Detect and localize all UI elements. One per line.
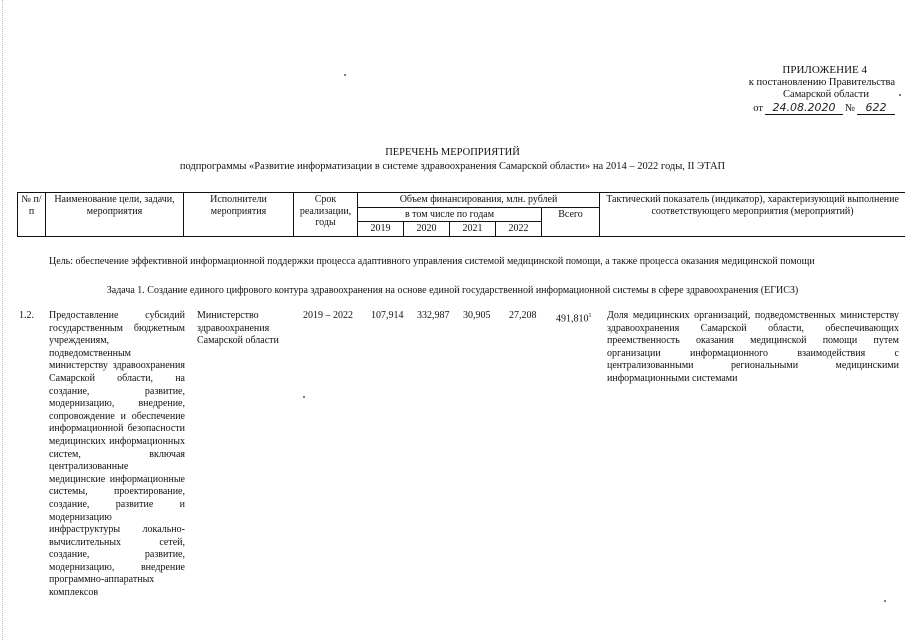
- header-year: 2019: [358, 222, 404, 237]
- scan-speck: [303, 396, 305, 398]
- header-year: 2020: [404, 222, 450, 237]
- header-by-years: в том числе по годам: [358, 207, 542, 222]
- appendix-block: [680, 64, 895, 115]
- row-value-2020: 332,987: [417, 310, 450, 321]
- header-name: Наименование цели, задачи, мероприятия: [46, 193, 184, 237]
- header-indicator: Тактический показатель (индикатор), характеризующий выполнение соответствующего мероприятия (мероприятий): [600, 193, 905, 237]
- row-executor: Министерство здравоохранения Самарской области: [197, 310, 279, 347]
- header-funding: Объем финансирования, млн. рублей: [358, 193, 600, 208]
- row-activity-name: Предоставление субсидий государственным бюджетным учреждениям, подведомственным министерству здравоохранения Самарской области, на создание, развитие, модернизацию, внедрение, сопровождение и обеспечение информационной безопасности медицинских информационных систем, включая централизованные медицинские информационные системы, проектирование, создание, развитие и модернизацию инфраструктуры локально-вычислительных сетей, создание, развитие, модернизацию, внедрение программно-аппаратных комплексов: [49, 310, 185, 599]
- scan-speck: [899, 94, 901, 96]
- page-margin-line: [2, 0, 3, 640]
- scan-speck: [344, 74, 346, 76]
- scan-speck: [884, 600, 886, 602]
- document-title: ПЕРЕЧЕНЬ МЕРОПРИЯТИЙ: [385, 147, 520, 158]
- header-executors: Исполнители мероприятия: [184, 193, 294, 237]
- from-label: от: [753, 102, 763, 114]
- row-number: 1.2.: [19, 310, 34, 321]
- header-year: 2022: [496, 222, 542, 237]
- handwritten-number: 622: [857, 102, 895, 116]
- row-indicator: Доля медицинских организаций, подведомственных министерству здравоохранения Самарской области, обеспечивающих преемственность оказания медицинской помощи путем организации информационного взаимодействия с централизованными региональными медицинскими информационными системами: [607, 310, 899, 384]
- number-label: №: [844, 102, 855, 114]
- header-year: 2021: [450, 222, 496, 237]
- table-header: [17, 192, 905, 237]
- row-total: [556, 310, 602, 326]
- appendix-signature-line: [680, 102, 895, 116]
- row-value-2021: 30,905: [463, 310, 491, 321]
- header-total: Всего: [542, 207, 600, 236]
- appendix-line-1: к постановлению Правительства: [748, 76, 895, 88]
- header-num: № п/п: [18, 193, 46, 237]
- goal-text: Цель: обеспечение эффективной информационной поддержки процесса адаптивного управления системой медицинской помощи, а также процесса оказания медицинской помощи: [49, 256, 815, 267]
- row-value-2022: 27,208: [509, 310, 537, 321]
- appendix-title: ПРИЛОЖЕНИЕ 4: [782, 64, 867, 76]
- handwritten-date: 24.08.2020: [765, 102, 843, 116]
- appendix-line-2: Самарской области: [783, 89, 869, 100]
- header-term: Срок реализации, годы: [294, 193, 358, 237]
- row-total-value: 491,810: [556, 313, 589, 325]
- row-term: 2019 – 2022: [303, 310, 353, 321]
- row-value-2019: 107,914: [371, 310, 404, 321]
- document-subtitle: подпрограммы «Развитие информатизации в системе здравоохранения Самарской области» на 2014 – 2022 годы, II ЭТАП: [179, 161, 726, 172]
- row-total-footnote-mark: 1: [588, 313, 592, 319]
- task-text: Задача 1. Создание единого цифрового контура здравоохранения на основе единой государственной информационной системы в сфере здравоохранения (ЕГИСЗ): [106, 285, 799, 296]
